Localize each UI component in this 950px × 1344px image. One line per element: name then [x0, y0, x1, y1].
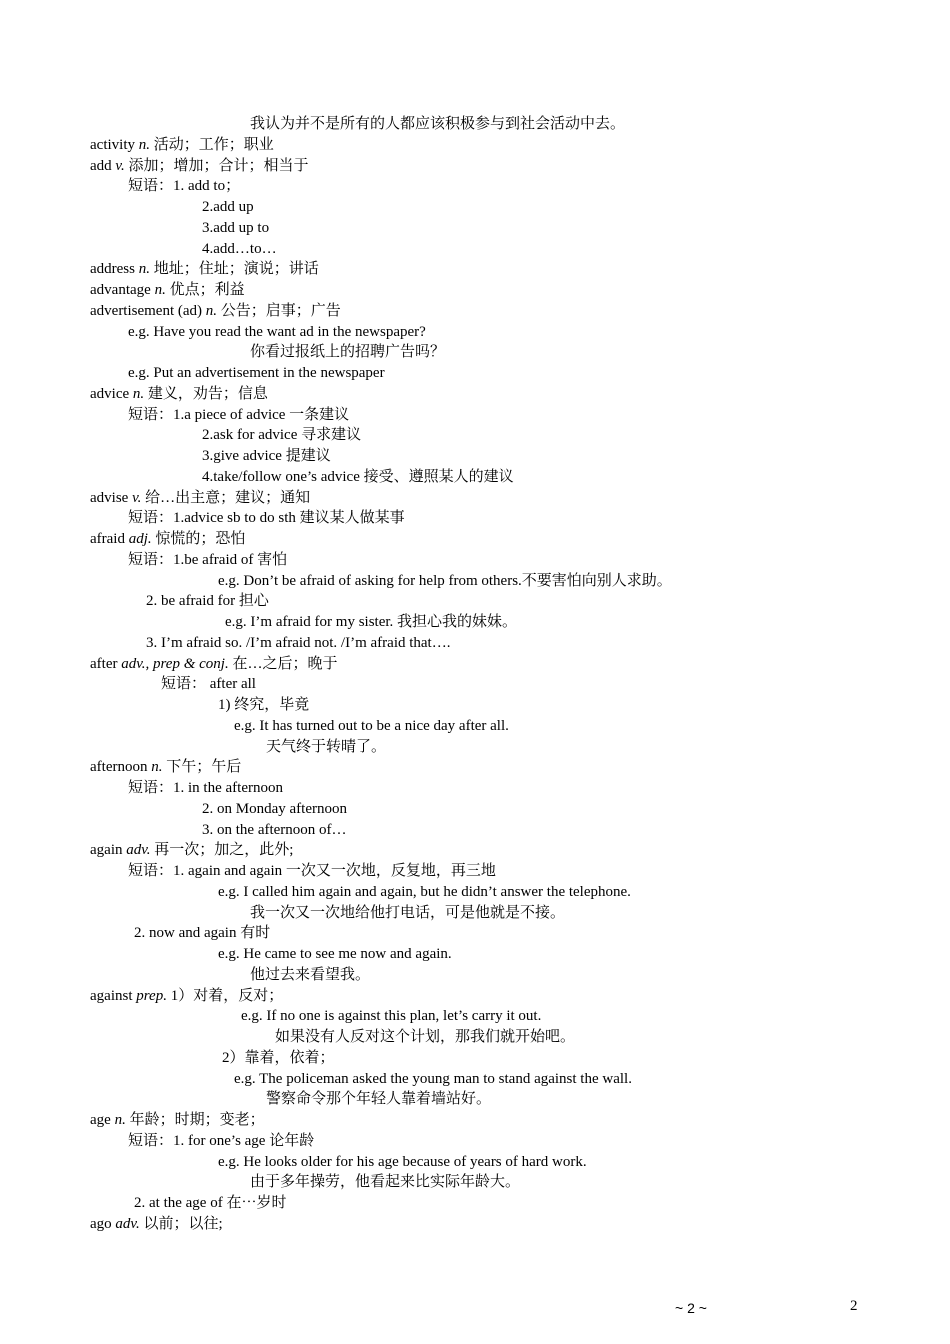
text-line: e.g. If no one is against this plan, let’s carry it out.	[241, 1008, 542, 1025]
text-line: 短语：1.advice sb to do sth 建议某人做某事	[128, 510, 405, 527]
text-line: e.g. Have you read the want ad in the newspaper?	[128, 323, 426, 340]
part-of-speech: n.	[114, 1112, 126, 1128]
page-number: 2	[850, 1298, 858, 1314]
definition: 年龄；时期；变老；	[129, 1112, 265, 1128]
definition: 下午；午后	[166, 759, 242, 776]
headword: advertisement (ad)	[90, 302, 203, 319]
headword: again	[90, 842, 123, 859]
part-of-speech: adv.	[115, 1215, 140, 1232]
part-of-speech: n.	[205, 302, 218, 319]
entry-line	[90, 280, 245, 300]
headword: afternoon	[90, 759, 148, 776]
entry-line	[90, 1110, 265, 1130]
definition: 惊慌的；恐怕	[155, 531, 246, 547]
part-of-speech: adv.	[126, 842, 151, 859]
definition: 添加；增加；合计；相当于	[128, 157, 309, 174]
text-line: 2.add up	[202, 199, 254, 215]
text-line: 2. be afraid for 担心	[146, 593, 269, 610]
text-line: 你看过报纸上的招聘广告吗？	[250, 344, 446, 361]
entry-line	[90, 1214, 223, 1234]
headword: add	[90, 157, 112, 174]
text-line: 4.take/follow one’s advice 接受、遵照某人的建议	[202, 468, 514, 485]
text-line: e.g. It has turned out to be a nice day after all.	[234, 717, 509, 734]
headword: against	[90, 987, 133, 1004]
entry-line	[90, 986, 283, 1006]
text-line: 2. on Monday afternoon	[202, 800, 347, 817]
definition: 再一次；加之，此外;	[154, 842, 294, 859]
entry-line	[90, 654, 337, 674]
part-of-speech: n.	[138, 136, 150, 153]
entry-line	[90, 529, 245, 549]
definition: 公告；启事；广告	[220, 302, 341, 319]
text-line: 3.give advice 提建议	[202, 448, 331, 464]
text-line: 我认为并不是所有的人都应该积极参与到社会活动中去。	[250, 116, 626, 132]
part-of-speech: adj.	[128, 531, 152, 547]
text-line: 短语：1. again and again 一次又一次地，反复地，再三地	[128, 863, 496, 879]
text-line: 2. now and again 有时	[134, 925, 271, 942]
headword: ago	[90, 1215, 112, 1232]
part-of-speech: n.	[138, 261, 150, 278]
entry-line	[90, 135, 274, 155]
text-line: e.g. The policeman asked the young man to stand against the wall.	[234, 1070, 632, 1087]
definition: 优点；利益	[169, 282, 245, 298]
text-line: e.g. He came to see me now and again.	[218, 946, 452, 962]
definition: 以前；以往;	[143, 1215, 223, 1232]
text-line: 由于多年操劳，他看起来比实际年龄大。	[250, 1174, 521, 1191]
headword: after	[90, 655, 118, 672]
part-of-speech: v.	[115, 157, 125, 174]
text-line: e.g. Put an advertisement in the newspaper	[128, 365, 385, 381]
entry-line	[90, 156, 308, 176]
text-line: 2.ask for advice 寻求建议	[202, 427, 362, 444]
definition: 活动；工作；职业	[153, 136, 274, 153]
part-of-speech: n.	[154, 282, 166, 298]
part-of-speech: adv., prep & conj.	[121, 655, 229, 672]
part-of-speech: v.	[132, 489, 142, 506]
text-line: 短语：1. for one’s age 论年龄	[128, 1132, 315, 1149]
text-line: 天气终于转晴了。	[266, 738, 387, 755]
headword: advantage	[90, 282, 151, 298]
part-of-speech: n.	[132, 385, 145, 402]
definition: 给…出主意；建议；通知	[145, 489, 311, 506]
text-line: 警察命令那个年轻人靠着墙站好。	[266, 1091, 492, 1108]
text-line: e.g. He looks older for his age because of years of hard work.	[218, 1153, 587, 1170]
part-of-speech: n.	[151, 759, 163, 776]
entry-line	[90, 840, 293, 860]
entry-line	[90, 259, 319, 279]
part-of-speech: prep.	[136, 987, 167, 1004]
text-line: 短语： after all	[161, 676, 256, 693]
footer-page-label: ~ 2 ~	[675, 1300, 707, 1316]
entry-line	[90, 384, 268, 404]
definition: 建义，劝告；信息	[147, 385, 268, 402]
text-line: 短语：1.be afraid of 害怕	[128, 551, 288, 568]
entry-line	[90, 757, 241, 777]
text-line: 他过去来看望我。	[250, 966, 371, 983]
text-line: 3. on the afternoon of…	[202, 821, 347, 838]
text-line: 3.add up to	[202, 219, 270, 236]
definition: 在…之后；晚于	[232, 655, 338, 672]
text-line: 2. at the age of 在⋯岁时	[134, 1195, 287, 1211]
text-line: e.g. Don’t be afraid of asking for help from others.不要害怕向别人求助。	[218, 572, 672, 589]
text-line: e.g. I’m afraid for my sister. 我担心我的妹妹。	[225, 614, 518, 630]
entry-line	[90, 488, 310, 508]
headword: address	[90, 261, 135, 278]
definition: 1）对着，反对；	[170, 987, 284, 1004]
text-line: 我一次又一次地给他打电话，可是他就是不接。	[250, 904, 566, 921]
headword: advise	[90, 489, 129, 506]
definition: 地址；住址；演说；讲话	[153, 261, 319, 278]
text-line: 短语：1.a piece of advice 一条建议	[128, 406, 350, 423]
text-line: 1) 终究，毕竟	[218, 697, 310, 713]
text-line: 4.add…to…	[202, 240, 277, 257]
headword: afraid	[90, 531, 125, 547]
text-line: 3. I’m afraid so. /I’m afraid not. /I’m afraid that….	[146, 634, 451, 651]
headword: activity	[90, 136, 135, 153]
text-line: 短语：1. add to；	[128, 178, 241, 195]
headword: advice	[90, 385, 130, 402]
text-line: 如果没有人反对这个计划，那我们就开始吧。	[275, 1029, 576, 1045]
entry-line	[90, 301, 341, 321]
text-line: 短语：1. in the afternoon	[128, 780, 283, 796]
headword: age	[90, 1112, 111, 1128]
text-line: e.g. I called him again and again, but he didn’t answer the telephone.	[218, 883, 631, 900]
text-line: 2）靠着，依着；	[222, 1049, 335, 1066]
